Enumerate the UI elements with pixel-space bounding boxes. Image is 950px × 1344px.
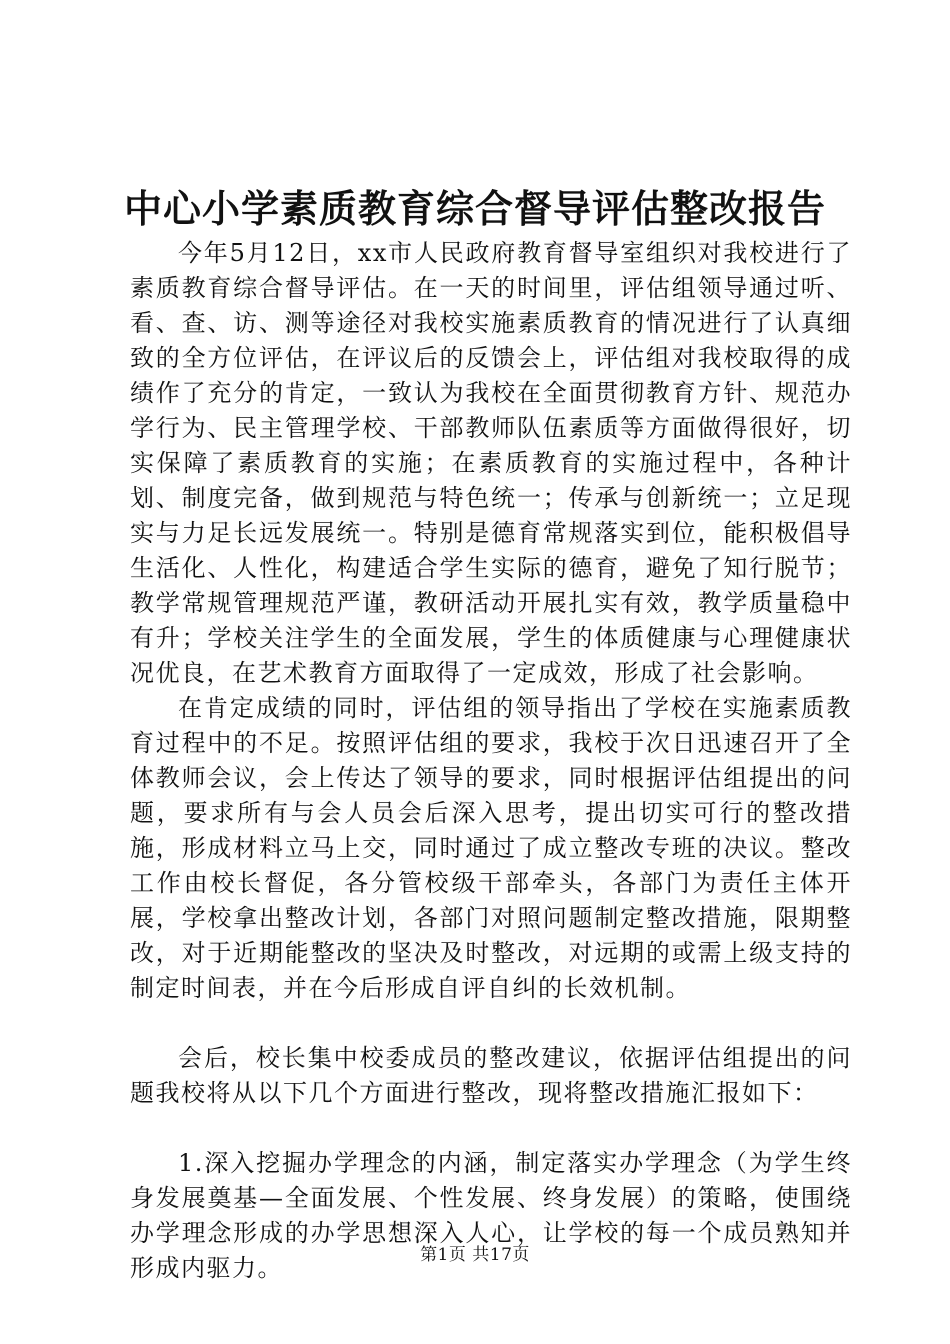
document-title: 中心小学素质教育综合督导评估整改报告 [123,186,826,231]
paragraph-spacer [130,1111,852,1146]
document-body [130,236,852,1286]
paragraph-intro: 今年5月12日，xx市人民政府教育督导室组织对我校进行了素质教育综合督导评估。在一天的时间里，评估组领导通过听、看、查、访、测等途径对我校实施素质教育的情况进行了认真细致的全方位评估，在评议后的反馈会上，评估组对我校取得的成绩作了充分的肯定，一致认为我校在全面贯彻教育方针、规范办学行为、民主管理学校、干部教师队伍素质等方面做得很好，切实保障了素质教育的实施；在素质教育的实施过程中，各种计划、制度完备，做到规范与特色统一；传承与创新统一；立足现实与力足长远发展统一。特别是德育常规落实到位，能积极倡导生活化、人性化，构建适合学生实际的德育，避免了知行脱节；教学常规管理规范严谨，教研活动开展扎实有效，教学质量稳中有升；学校关注学生的全面发展，学生的体质健康与心理健康状况优良，在艺术教育方面取得了一定成效，形成了社会影响。 [130,239,852,687]
paragraph-spacer [130,1006,852,1041]
page-number-footer: 第1页 共17页 [420,1245,530,1265]
paragraph-measure-1: 1.深入挖掘办学理念的内涵，制定落实办学理念（为学生终身发展奠基—全面发展、个性发展、终身发展）的策略，使围绕办学理念形成的办学思想深入人心，让学校的每一个成员熟知并形成内驱力。 [130,1149,852,1282]
paragraph-shortcomings: 在肯定成绩的同时，评估组的领导指出了学校在实施素质教育过程中的不足。按照评估组的要求，我校于次日迅速召开了全体教师会议，会上传达了领导的要求，同时根据评估组提出的问题，要求所有与会人员会后深入思考，提出切实可行的整改措施，形成材料立马上交，同时通过了成立整改专班的决议。整改工作由校长督促，各分管校级干部牵头，各部门为责任主体开展，学校拿出整改计划，各部门对照问题制定整改措施，限期整改，对于近期能整改的坚决及时整改，对远期的或需上级支持的制定时间表，并在今后形成自评自纠的长效机制。 [130,694,852,1002]
paragraph-rectification-intro: 会后，校长集中校委成员的整改建议，依据评估组提出的问题我校将从以下几个方面进行整改，现将整改措施汇报如下： [130,1044,852,1107]
